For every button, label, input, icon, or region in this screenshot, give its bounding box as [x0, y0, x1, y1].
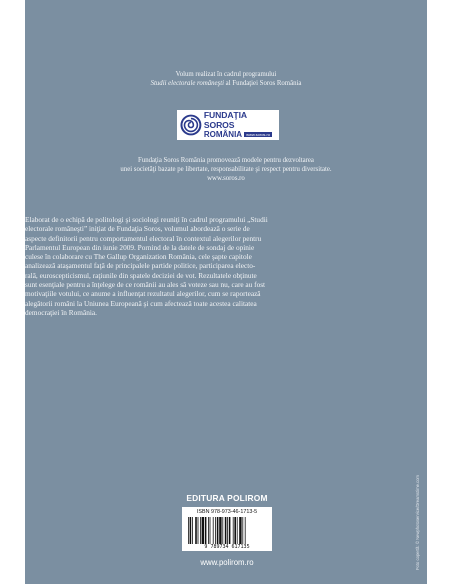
description-line: aspecte definitorii pentru comportamentul electoral în contextul alegerilor pentru: [25, 233, 262, 243]
description-line: Elaborat de o echipă de politologi şi sociologi reuniţi în cadrul programului „Studii: [25, 215, 268, 224]
photo-credit-container: [409, 390, 420, 570]
logo-country-row: [204, 130, 279, 140]
back-cover: [25, 0, 427, 584]
book-description: [25, 215, 407, 317]
description-line: culese în colaborare cu The Gallup Organization România, cele şapte capitole: [25, 252, 252, 262]
barcode-bar: [229, 517, 231, 544]
barcode-bar: [245, 517, 246, 544]
description-line: Parlamentul European din iunie 2009. Pornind de la datele de sondaj de opinie: [25, 242, 255, 252]
spiral-icon: [180, 114, 202, 136]
photo-credit: Foto copertă: © Newphotoservice/Dreamstime.com: [415, 474, 420, 570]
barcode-bar: [219, 517, 221, 544]
barcode-bar: [237, 517, 238, 544]
intro-program-line: [25, 79, 427, 88]
barcode-digits: 9 789734 617135: [204, 544, 250, 550]
logo-url: www.soros.ro: [246, 131, 271, 137]
program-intro: [25, 70, 427, 88]
mission-line: unei societăţi bazate pe libertate, responsabilitate şi respect pentru diversitate.: [120, 166, 332, 173]
barcode-bar: [200, 517, 201, 544]
description-line: rală, euroscepticismul, raţiunile din spatele deciziei de vot. Rezultatele obţinute: [25, 270, 257, 280]
intro-line: Volum realizat în cadrul programului: [175, 71, 277, 78]
barcode-bar: [225, 517, 227, 544]
description-line: electorale româneşti” iniţiat de Fundaţia Soros, volumul abordează o serie de: [25, 224, 250, 234]
logo-country: ROMÂNIA: [203, 130, 243, 140]
description-line: alegătorii români la Uniunea Europeană şi cum afectează toate acestea calitatea: [25, 298, 257, 308]
barcode-bar: [217, 517, 219, 544]
logo-name: FUNDAŢIA SOROS: [203, 109, 247, 130]
program-suffix: al Fundaţiei Soros România: [223, 80, 302, 87]
barcode-bar: [195, 517, 197, 544]
foundation-mission: [25, 156, 427, 183]
description-line: sunt esenţiale pentru a înţelege de ce românii au ales să voteze sau nu, care au fost: [25, 280, 266, 290]
barcode-bar: [192, 517, 193, 544]
barcode-bar: [213, 517, 214, 544]
barcode: [188, 517, 266, 544]
mission-line: Fundaţia Soros România promovează modele pentru dezvoltarea: [138, 157, 314, 164]
description-line: analizează ataşamentul faţă de principalele partide politice, participarea electo-: [25, 261, 256, 271]
isbn-number: ISBN 978-973-46-1713-5: [196, 509, 258, 515]
barcode-bar: [190, 517, 192, 544]
barcode-bar: [227, 517, 228, 544]
barcode-bar: [208, 517, 209, 544]
publisher-name: EDITURA POLIROM: [186, 493, 268, 503]
logo-wordmark: [204, 110, 279, 140]
mission-url: www.soros.ro: [207, 175, 245, 182]
description-line: motivaţiile votului, ce anume a influenţat rezultatul alegerilor, cum se raportează: [25, 289, 261, 299]
barcode-bar: [188, 517, 189, 544]
barcode-bar: [205, 517, 207, 544]
barcode-bar: [202, 517, 204, 544]
description-line: democraţiei în România.: [25, 307, 97, 317]
barcode-bar: [215, 517, 216, 544]
barcode-bar: [222, 517, 223, 544]
publisher-website: www.polirom.ro: [200, 558, 254, 567]
program-name: Studii electorale româneşti: [150, 80, 224, 87]
barcode-bar: [210, 517, 211, 544]
barcode-bar: [239, 517, 241, 544]
barcode-bar: [242, 517, 243, 544]
barcode-bar: [198, 517, 199, 544]
isbn-barcode-box: [182, 507, 272, 551]
barcode-bar: [233, 517, 234, 544]
soros-foundation-logo: [177, 110, 279, 140]
barcode-bar: [234, 517, 236, 544]
